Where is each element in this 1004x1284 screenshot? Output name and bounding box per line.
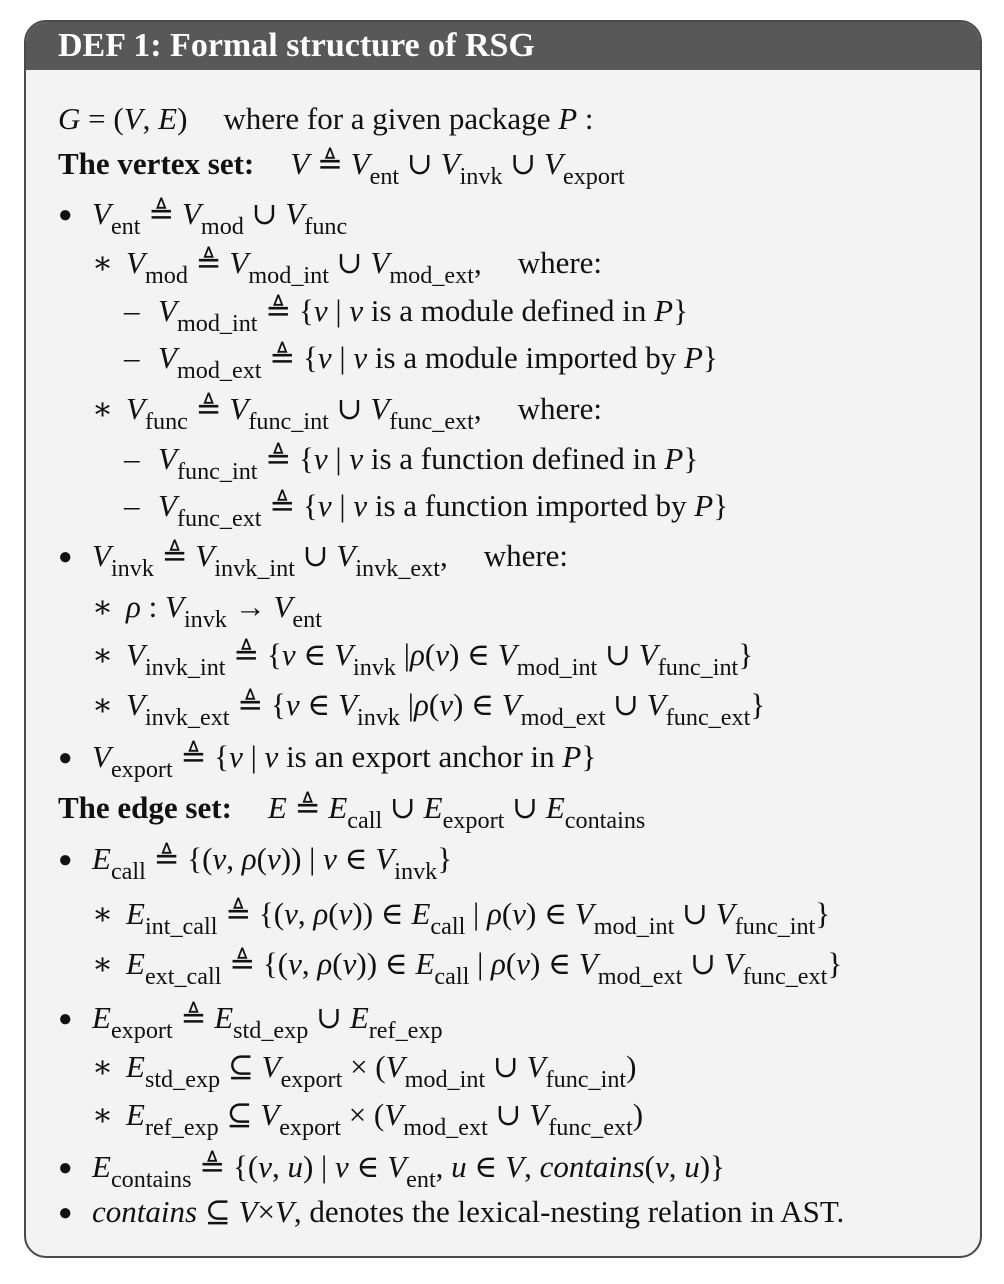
formula-line: ∗ $E_{std\_exp}$ ⊆ $V_{export} \times (V_{mod\_int}$ ∪ $V_{func\_int}$) — [92, 1049, 637, 1094]
formula-line: ● $E_{export}$ ≜ $E_{std\_exp}$ ∪ $E_{ref\_exp}$ — [58, 1000, 443, 1045]
formula-line: ∗ $V_{invk\_int}$ ≜ {v ∈ $V_{invk}$ |ρ(v) ∈ $V_{mod\_int}$ ∪ $V_{func\_int}$} — [92, 637, 754, 682]
formula-line: ● contains ⊆ V×V, denotes the lexical-nesting relation in AST. — [58, 1194, 845, 1229]
formula-line: – $V_{mod\_int}$ ≜ {v | v is a module defined in P} — [124, 293, 688, 338]
formula-line: The edge set: E ≜ $E_{call}$ ∪ $E_{export}$ ∪ $E_{contains}$ — [58, 790, 646, 835]
formula-line: ∗ ρ : $V_{invk} \to V_{ent}$ — [92, 589, 322, 634]
formula-line: – $V_{func\_int}$ ≜ {v | v is a function defined in P} — [124, 441, 699, 486]
formula-line: ∗ $E_{int\_call}$ ≜ {(v, ρ(v)) ∈ $E_{call}$ | ρ(v) ∈ $V_{mod\_int}$ ∪ $V_{func\_int}$} — [92, 896, 831, 941]
formula-line: – $V_{func\_ext}$ ≜ {v | v is a function imported by P} — [124, 488, 729, 533]
formula-line: ● $E_{contains}$ ≜ {(v, u) | v ∈ $V_{ent}$, u ∈ V, contains(v, u)} — [58, 1149, 725, 1194]
formula-line: ● $E_{call}$ ≜ {(v, ρ(v)) | v ∈ $V_{invk}$} — [58, 841, 453, 886]
definition-title: DEF 1: Formal structure of RSG — [26, 22, 980, 70]
formula-line: G = (V, E) where for a given package P : — [58, 101, 594, 136]
formula-line: ∗ $V_{invk\_ext}$ ≜ {v ∈ $V_{invk}$ |ρ(v) ∈ $V_{mod\_ext}$ ∪ $V_{func\_ext}$} — [92, 687, 766, 732]
formula-line: ● $V_{ent}$ ≜ $V_{mod}$ ∪ $V_{func}$ — [58, 196, 348, 241]
formula-line: The vertex set: V ≜ $V_{ent}$ ∪ $V_{invk}$ ∪ $V_{export}$ — [58, 146, 625, 191]
formula-line: ∗ $V_{func}$ ≜ $V_{func\_int}$ ∪ $V_{func\_ext}$, where: — [92, 391, 602, 436]
formula-line: ∗ $E_{ref\_exp}$ ⊆ $V_{export} \times (V_{mod\_ext}$ ∪ $V_{func\_ext}$) — [92, 1097, 644, 1142]
formula-line: ● $V_{invk}$ ≜ $V_{invk\_int}$ ∪ $V_{invk\_ext}$, where: — [58, 538, 569, 583]
formula-line: ∗ $V_{mod}$ ≜ $V_{mod\_int}$ ∪ $V_{mod\_ext}$, where: — [92, 245, 603, 290]
formula-line: ∗ $E_{ext\_call}$ ≜ {(v, ρ(v)) ∈ $E_{call}$ | ρ(v) ∈ $V_{mod\_ext}$ ∪ $V_{func\_ext}$} — [92, 946, 843, 991]
formula-line: – $V_{mod\_ext}$ ≜ {v | v is a module imported by P} — [124, 340, 718, 385]
formula-line: ● $V_{export}$ ≜ {v | v is an export anchor in P} — [58, 739, 597, 784]
